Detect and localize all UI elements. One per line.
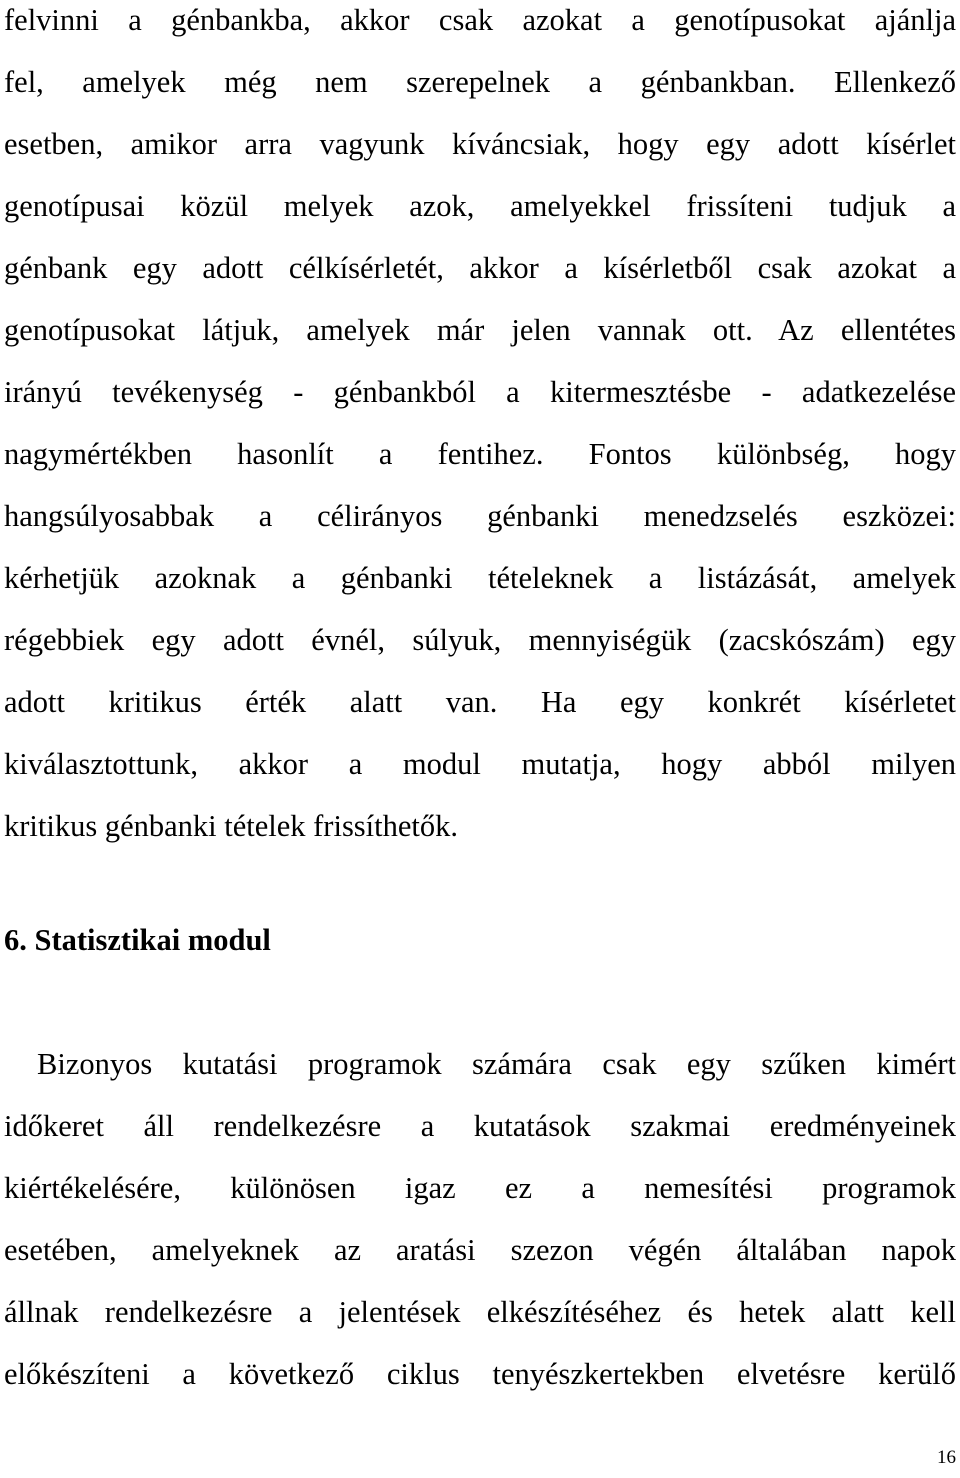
paragraph-line: nagymértékben hasonlít a fentihez. Fontos különbség, hogy: [4, 437, 956, 471]
paragraph-line: felvinni a génbankba, akkor csak azokat a genotípusokat ajánlja: [4, 3, 956, 37]
paragraph-line: genotípusai közül melyek azok, amelyekkel frissíteni tudjuk a: [4, 189, 956, 223]
paragraph-line: adott kritikus érték alatt van. Ha egy konkrét kísérletet: [4, 685, 956, 719]
paragraph-line: időkeret áll rendelkezésre a kutatások szakmai eredményeinek: [4, 1109, 956, 1143]
paragraph-line: esetben, amikor arra vagyunk kíváncsiak, hogy egy adott kísérlet: [4, 127, 956, 161]
paragraph-line: genotípusokat látjuk, amelyek már jelen vannak ott. Az ellentétes: [4, 313, 956, 347]
page-number: 16: [937, 1447, 956, 1468]
paragraph-line: irányú tevékenység - génbankból a kitermesztésbe - adatkezelése: [4, 375, 956, 409]
paragraph-line: kritikus génbanki tételek frissíthetők.: [4, 809, 459, 843]
paragraph-line: kiértékelésére, különösen igaz ez a nemesítési programok: [4, 1171, 956, 1205]
paragraph-line: hangsúlyosabbak a célirányos génbanki menedzselés eszközei:: [4, 499, 956, 533]
paragraph-line: Bizonyos kutatási programok számára csak egy szűken kimért: [37, 1047, 956, 1081]
paragraph-line: fel, amelyek még nem szerepelnek a génbankban. Ellenkező: [4, 65, 956, 99]
paragraph-line: génbank egy adott célkísérletét, akkor a kísérletből csak azokat a: [4, 251, 956, 285]
paragraph-line: régebbiek egy adott évnél, súlyuk, mennyiségük (zacskószám) egy: [4, 623, 956, 657]
section-heading: 6. Statisztikai modul: [4, 923, 271, 957]
paragraph-line: esetében, amelyeknek az aratási szezon végén általában napok: [4, 1233, 956, 1267]
paragraph-line: állnak rendelkezésre a jelentések elkészítéséhez és hetek alatt kell: [4, 1295, 956, 1329]
paragraph-line: kérhetjük azoknak a génbanki tételeknek a listázását, amelyek: [4, 561, 956, 595]
paragraph-line: előkészíteni a következő ciklus tenyészkertekben elvetésre kerülő: [4, 1357, 956, 1391]
paragraph-line: kiválasztottunk, akkor a modul mutatja, hogy abból milyen: [4, 747, 956, 781]
